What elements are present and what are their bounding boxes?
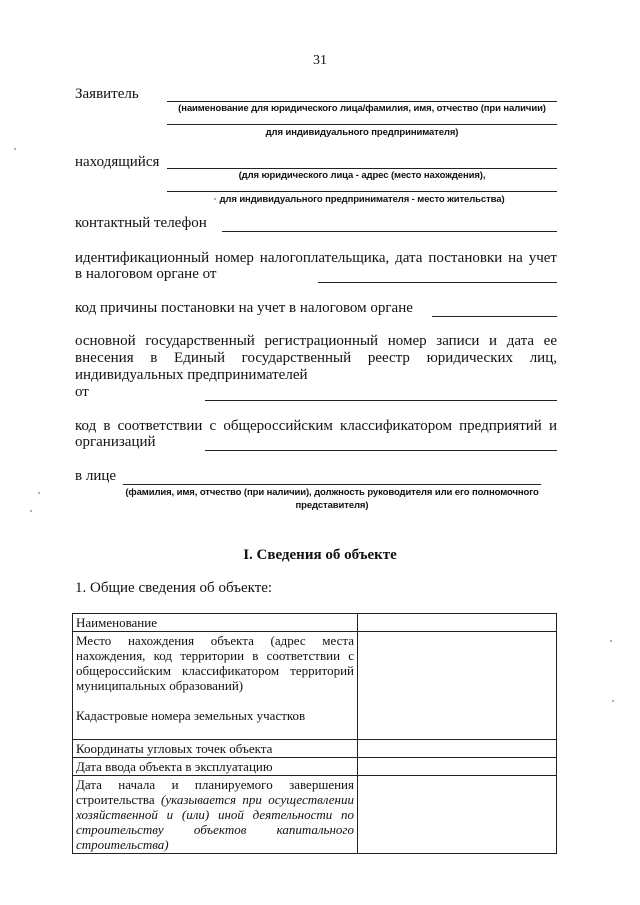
row-cadastral-label: Кадастровые номера земельных участков [76,708,306,723]
row-location-l1: Место нахождения объекта (адрес места [76,633,354,648]
represented-caption-1: (фамилия, имя, отчество (при наличии), должность руководителя или его полномочного [125,487,539,498]
represented-caption-2: представителя) [295,500,369,511]
page-number: 31 [313,53,327,68]
applicant-caption-2: для индивидуального предпринимателя) [265,127,459,138]
applicant-caption-1: (наименование для юридического лица/фамилия, имя, отчество (при наличии) [178,103,546,114]
ogrn-text-line-1: основной государственный регистрационный номер записи и дата ее [75,333,557,349]
object-info-table [72,613,557,854]
applicant-name-line-2[interactable] [167,124,557,125]
scan-speck [612,700,614,702]
applicant-label: Заявитель [75,86,139,102]
kpp-label: код причины постановки на учет в налоговом органе [75,300,413,316]
row-name-value[interactable] [358,614,557,632]
row-dates-l2-normal: строительства [76,792,155,807]
row-location-label [73,632,358,740]
section-subtitle: 1. Общие сведения об объекте: [75,580,273,596]
row-dates-l2-italic: (указывается при осуществлении [160,792,354,807]
applicant-name-line[interactable] [167,101,557,102]
location-caption-1: (для юридического лица - адрес (место нахождения), [238,170,486,181]
row-dates-l3: хозяйственной и (или) иной деятельности по [76,807,354,822]
scan-speck [14,148,16,150]
inn-text-line-2: в налоговом органе от [75,266,217,282]
kpp-line[interactable] [432,316,557,317]
row-location-l2: нахождения, код территории в соответствии с [76,648,354,663]
table-row [73,758,557,776]
location-line[interactable] [167,168,557,169]
row-dates-l2 [76,792,354,807]
table-row [73,776,557,854]
okpo-text-line-2: организаций [75,434,156,450]
ogrn-text-line-2: внесения в Единый государственный реестр юридических лиц, [75,350,557,366]
ogrn-line[interactable] [205,400,557,401]
row-dates-l1: Дата начала и планируемого завершения [76,777,354,792]
row-coords-label: Координаты угловых точек объекта [73,740,358,758]
inn-line[interactable] [318,282,557,283]
scan-speck [214,198,216,200]
section-title: I. Сведения об объекте [243,547,397,563]
row-dates-value[interactable] [358,776,557,854]
location-label: находящийся [75,154,160,170]
table-row [73,632,557,740]
represented-line[interactable] [123,484,541,485]
table-row [73,740,557,758]
row-dates-l4: строительству объектов капитального [76,822,354,837]
row-commission-value[interactable] [358,758,557,776]
scan-speck [38,492,40,494]
ogrn-text-line-3: индивидуальных предпринимателей [75,367,308,383]
okpo-text-line-1: код в соответствии с общероссийским классификатором предприятий и [75,418,557,434]
row-location-value[interactable] [358,632,557,740]
row-location-l3: общероссийским классификатором территорий [76,663,354,678]
row-commission-label: Дата ввода объекта в эксплуатацию [73,758,358,776]
table-row [73,614,557,632]
row-location-l4: муниципальных образований) [76,678,244,693]
row-dates-l5: строительства) [76,837,169,852]
row-dates-label [73,776,358,854]
represented-label: в лице [75,468,117,484]
row-name-label: Наименование [73,614,358,632]
okpo-line[interactable] [205,450,557,451]
inn-text-line-1: идентификационный номер налогоплательщика, дата постановки на учет [75,250,557,266]
phone-label: контактный телефон [75,215,207,231]
row-coords-value[interactable] [358,740,557,758]
location-caption-2: для индивидуального предпринимателя - место жительства) [219,194,505,205]
scan-speck [30,510,32,512]
phone-line[interactable] [222,231,557,232]
ogrn-text-line-4: от [75,384,89,400]
location-line-2[interactable] [167,191,557,192]
scan-speck [610,640,612,642]
